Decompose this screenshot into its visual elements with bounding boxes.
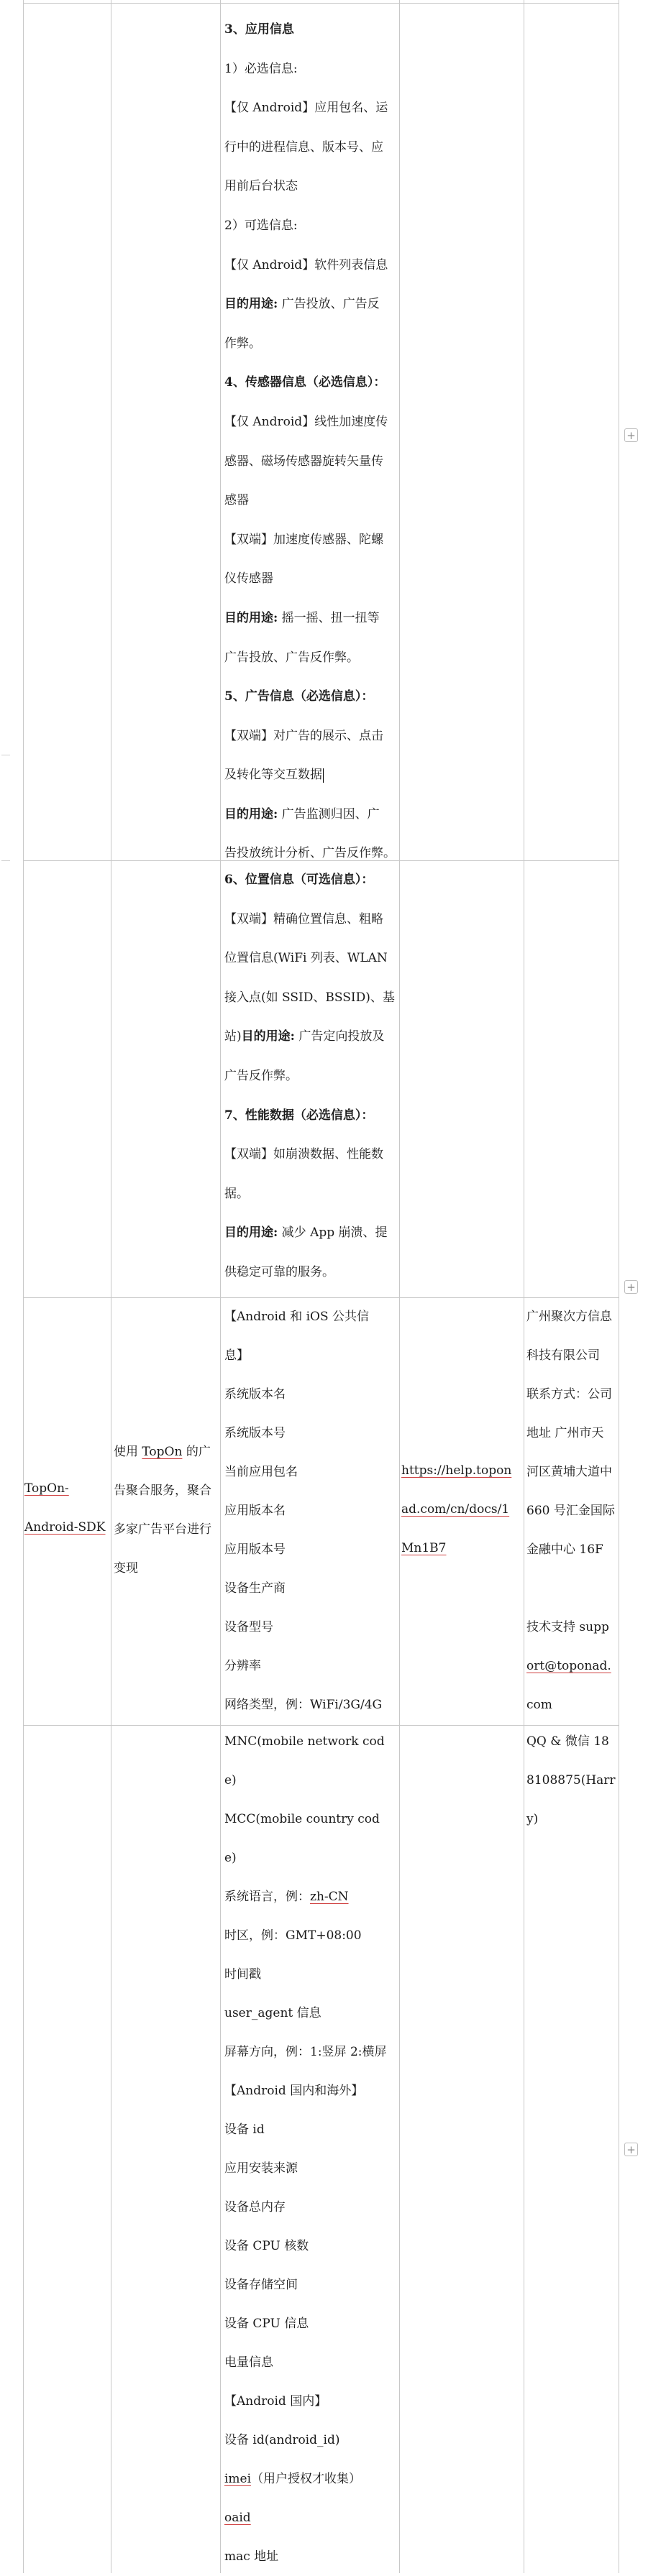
text-run: 河区黄埔大道中: [526, 1465, 612, 1479]
text-run: 广告投放、广告反: [278, 297, 380, 312]
text-line: [224, 1414, 382, 1453]
underlined-text[interactable]: ad.com/cn/docs/1: [401, 1502, 510, 1517]
text-line: [224, 10, 396, 50]
bold-label: 4、传感器信息（必选信息）：: [224, 375, 386, 390]
text-run: 站): [224, 1029, 242, 1044]
table-cell-collected-info[interactable]: [224, 860, 395, 1292]
text-run: 设备 CPU 核数: [224, 2239, 309, 2253]
text-run: 时区，例：GMT+08:00: [224, 1928, 362, 1943]
text-run: e): [224, 1773, 237, 1788]
bold-label: 目的用途:: [224, 806, 278, 822]
text-line: [224, 2227, 387, 2266]
text-line: [224, 638, 396, 678]
text-line: [224, 677, 396, 717]
text-line: [224, 2460, 387, 2498]
text-run: 设备 id: [224, 2122, 265, 2137]
text-line: [401, 1451, 511, 1490]
table-cell-company-contact[interactable]: [526, 1297, 615, 1724]
table-row-top-border: [23, 3, 619, 4]
underlined-text[interactable]: TopOn: [142, 1445, 183, 1459]
text-run: MCC(mobile country cod: [224, 1812, 380, 1826]
text-line: [526, 1491, 615, 1530]
text-line: [224, 520, 396, 560]
text-line: [114, 1471, 211, 1510]
text-run: 【Android 和 iOS 公共信: [224, 1310, 370, 1324]
table-cell-collected-info[interactable]: [224, 1297, 382, 1724]
text-line: [224, 2421, 387, 2460]
text-run: MNC(mobile network cod: [224, 1734, 385, 1749]
text-line: [114, 1432, 211, 1471]
text-run: 【双端】如崩溃数据、性能数: [224, 1147, 383, 1162]
text-line: [401, 1490, 511, 1529]
text-line: [526, 1761, 616, 1800]
text-line: [224, 1375, 382, 1414]
text-line: [224, 1336, 382, 1375]
underlined-text[interactable]: https://help.topon: [401, 1463, 512, 1478]
text-line: [224, 2537, 387, 2576]
text-run: 科技有限公司: [526, 1348, 600, 1363]
underlined-text[interactable]: imei: [224, 2472, 252, 2486]
text-run: 时间戳: [224, 1967, 261, 1982]
text-line: [224, 1057, 395, 1096]
text-line: [526, 1297, 615, 1336]
text-run: 用前后台状态: [224, 179, 298, 194]
text-run: 联系方式：公司: [526, 1387, 612, 1402]
text-run: 660 号汇金国际: [526, 1504, 615, 1518]
text-run: （用户授权才收集）: [251, 2472, 362, 2486]
text-line: [526, 1647, 615, 1685]
table-cell-collected-info[interactable]: [224, 10, 396, 873]
bold-label: 目的用途:: [224, 1225, 278, 1241]
text-run: 屏幕方向，例：1:竖屏 2:横屏: [224, 2045, 387, 2059]
text-run: 设备 CPU 信息: [224, 2317, 309, 2331]
bold-label: 目的用途:: [224, 610, 278, 625]
text-line: [224, 2498, 387, 2537]
text-line: [224, 1530, 382, 1569]
text-run: 接入点(如 SSID、BSSID)、基: [224, 990, 395, 1005]
text-run: 息】: [224, 1348, 249, 1363]
text-run: 行中的进程信息、版本号、应: [224, 139, 383, 155]
text-run: e): [224, 1851, 237, 1865]
text-run: 【双端】加速度传感器、陀螺: [224, 532, 383, 547]
underlined-text[interactable]: Mn1B7: [401, 1541, 447, 1555]
text-line: [224, 755, 396, 795]
text-line: [526, 1414, 615, 1453]
text-line: [526, 1800, 616, 1839]
text-line: [224, 1839, 387, 1877]
text-line: [224, 50, 396, 89]
text-line: [224, 717, 396, 756]
table-row-expand-button[interactable]: +: [624, 1280, 638, 1294]
text-run: 8108875(Harr: [526, 1773, 616, 1788]
text-line: [224, 1017, 395, 1057]
text-line: [224, 1096, 395, 1136]
text-run: 系统版本号: [224, 1426, 286, 1440]
underlined-text[interactable]: oaid: [224, 2511, 251, 2525]
text-run: 【Android 国内和海外】: [224, 2084, 364, 2098]
text-line: [224, 1491, 382, 1530]
text-line: [224, 246, 396, 285]
text-run: 【Android 国内】: [224, 2394, 327, 2409]
text-line: [224, 939, 395, 978]
text-run: 【仅 Android】线性加速度传: [224, 414, 388, 429]
text-run: 感器: [224, 493, 249, 508]
text-line: [224, 2110, 387, 2149]
text-line: [224, 1608, 382, 1647]
text-run: 2）可选信息:: [224, 218, 298, 233]
text-line: [24, 1508, 106, 1547]
text-line: [401, 1529, 511, 1568]
text-line: [526, 1569, 615, 1608]
text-line: [224, 206, 396, 246]
text-line: [526, 1722, 616, 1761]
text-run: 分辨率: [224, 1659, 261, 1673]
text-line: [224, 1453, 382, 1491]
text-run: 系统语言，例：: [224, 1890, 310, 1904]
text-line: [224, 1253, 395, 1292]
text-run: 感器、磁场传感器旋转矢量传: [224, 454, 383, 469]
text-line: [224, 1569, 382, 1608]
text-line: [526, 1608, 615, 1647]
text-run: user_agent 信息: [224, 2006, 321, 2020]
text-line: [224, 2188, 387, 2227]
table-col-divider-3: [399, 0, 400, 2573]
text-run: 广告监测归因、广: [278, 806, 380, 822]
table-col-divider-2: [220, 0, 221, 2573]
text-run: 金融中心 16F: [526, 1542, 603, 1557]
text-line: [224, 795, 396, 834]
text-line: [224, 559, 396, 599]
text-line: [224, 1994, 387, 2033]
text-line: [114, 1510, 211, 1549]
text-line: [224, 1174, 395, 1214]
text-line: [224, 2343, 387, 2382]
text-run: 仪传感器: [224, 571, 273, 586]
text-run: 技术支持 supp: [526, 1620, 609, 1634]
text-line: [224, 167, 396, 206]
text-run: 电量信息: [224, 2355, 273, 2370]
text-run: 多家广告平台进行: [114, 1522, 211, 1537]
text-run: 1）必选信息:: [224, 61, 298, 76]
bold-label: 目的用途:: [224, 297, 278, 312]
text-run: 设备生产商: [224, 1581, 286, 1596]
text-run: 广州聚次方信息: [526, 1310, 612, 1324]
text-run: mac 地址: [224, 2549, 279, 2564]
text-line: [526, 1530, 615, 1569]
text-line: [224, 1685, 382, 1724]
text-line: [224, 2071, 387, 2110]
text-line: [224, 1213, 395, 1253]
text-line: [24, 1469, 106, 1508]
text-line: [224, 860, 395, 900]
text-line: [224, 900, 395, 939]
text-line: [526, 1336, 615, 1375]
margin-mark: [1, 860, 10, 861]
text-run: 地址 广州市天: [526, 1426, 604, 1440]
bold-label: 6、位置信息（可选信息）：: [224, 873, 374, 887]
text-line: [224, 2033, 387, 2071]
text-run: 作弊。: [224, 336, 261, 351]
text-cursor: [323, 768, 324, 783]
text-line: [224, 1761, 387, 1800]
text-run: 应用安装来源: [224, 2161, 298, 2176]
text-line: [224, 2149, 387, 2188]
text-run: 设备型号: [224, 1620, 273, 1634]
text-run: 【双端】对广告的展示、点击: [224, 728, 383, 743]
table-cell-sdk-name[interactable]: [24, 1469, 106, 1547]
text-line: [526, 1453, 615, 1491]
text-run: 应用版本名: [224, 1504, 286, 1518]
text-line: [526, 1375, 615, 1414]
text-run: 使用: [114, 1445, 142, 1459]
table-cell-privacy-link[interactable]: [401, 1451, 511, 1568]
text-run: y): [526, 1812, 539, 1826]
text-line: [526, 1685, 615, 1724]
text-line: [224, 128, 396, 167]
text-run: 【仅 Android】软件列表信息: [224, 257, 388, 272]
text-run: 据。: [224, 1186, 249, 1201]
text-run: 【仅 Android】应用包名、运: [224, 101, 388, 116]
text-run: 系统版本名: [224, 1387, 286, 1402]
text-line: [224, 1877, 387, 1916]
text-run: 及转化等交互数据: [224, 768, 322, 783]
text-run: 网络类型，例：WiFi/3G/4G: [224, 1698, 383, 1712]
text-line: [224, 2266, 387, 2304]
text-run: 广告定向投放及: [294, 1029, 385, 1044]
text-line: [224, 402, 396, 442]
text-line: [224, 88, 396, 128]
text-run: 告聚合服务，聚合: [114, 1484, 211, 1498]
underlined-text[interactable]: ort@toponad.: [526, 1659, 611, 1673]
table-border-left: [23, 0, 24, 2573]
text-run: 告投放统计分析、广告反作弊。: [224, 846, 396, 861]
text-run: 广告投放、广告反作弊。: [224, 650, 359, 665]
text-line: [224, 285, 396, 324]
text-line: [224, 2304, 387, 2343]
underlined-text[interactable]: zh-CN: [310, 1890, 349, 1904]
table-row-expand-button[interactable]: +: [624, 428, 638, 442]
table-cell-purpose[interactable]: [114, 1432, 211, 1588]
text-run: 变现: [114, 1561, 138, 1576]
text-line: [224, 1135, 395, 1174]
underlined-text[interactable]: TopOn-: [24, 1481, 69, 1496]
text-run: 当前应用包名: [224, 1465, 298, 1479]
text-run: QQ & 微信 18: [526, 1734, 609, 1749]
text-line: [224, 442, 396, 482]
text-run: 应用版本号: [224, 1542, 286, 1557]
text-run: 摇一摇、扭一扭等: [278, 610, 380, 625]
table-row-expand-button[interactable]: +: [624, 2143, 638, 2156]
text-line: [224, 599, 396, 638]
text-line: [114, 1549, 211, 1588]
bold-label: 5、广告信息（必选信息）：: [224, 689, 374, 704]
text-run: 设备存储空间: [224, 2278, 298, 2292]
text-line: [224, 1800, 387, 1839]
underlined-text[interactable]: Android-SDK: [24, 1520, 106, 1535]
bold-label: 3、应用信息: [224, 22, 294, 37]
text-line: [224, 363, 396, 402]
bold-label: 7、性能数据（必选信息）：: [224, 1108, 374, 1123]
text-line: [224, 1297, 382, 1336]
text-run: 设备 id(android_id): [224, 2433, 340, 2447]
bold-label: 目的用途:: [241, 1029, 295, 1044]
text-run: 供稳定可靠的服务。: [224, 1264, 334, 1279]
text-run: 的广: [182, 1445, 211, 1459]
text-run: 设备总内存: [224, 2200, 286, 2214]
text-run: 【双端】精确位置信息、粗略: [224, 911, 383, 926]
text-line: [224, 978, 395, 1018]
table-cell-company-contact[interactable]: [526, 1722, 616, 1839]
text-line: [224, 324, 396, 364]
text-line: [224, 1722, 387, 1761]
text-run: 减少 App 崩溃、提: [278, 1225, 388, 1241]
text-line: [224, 1955, 387, 1994]
text-line: [224, 2382, 387, 2421]
text-run: 广告反作弊。: [224, 1068, 298, 1083]
text-line: [224, 1916, 387, 1955]
text-line: [224, 481, 396, 520]
table-cell-collected-info[interactable]: [224, 1722, 387, 2576]
text-run: com: [526, 1698, 552, 1712]
text-line: [224, 1647, 382, 1685]
text-run: 位置信息(WiFi 列表、WLAN: [224, 951, 388, 966]
